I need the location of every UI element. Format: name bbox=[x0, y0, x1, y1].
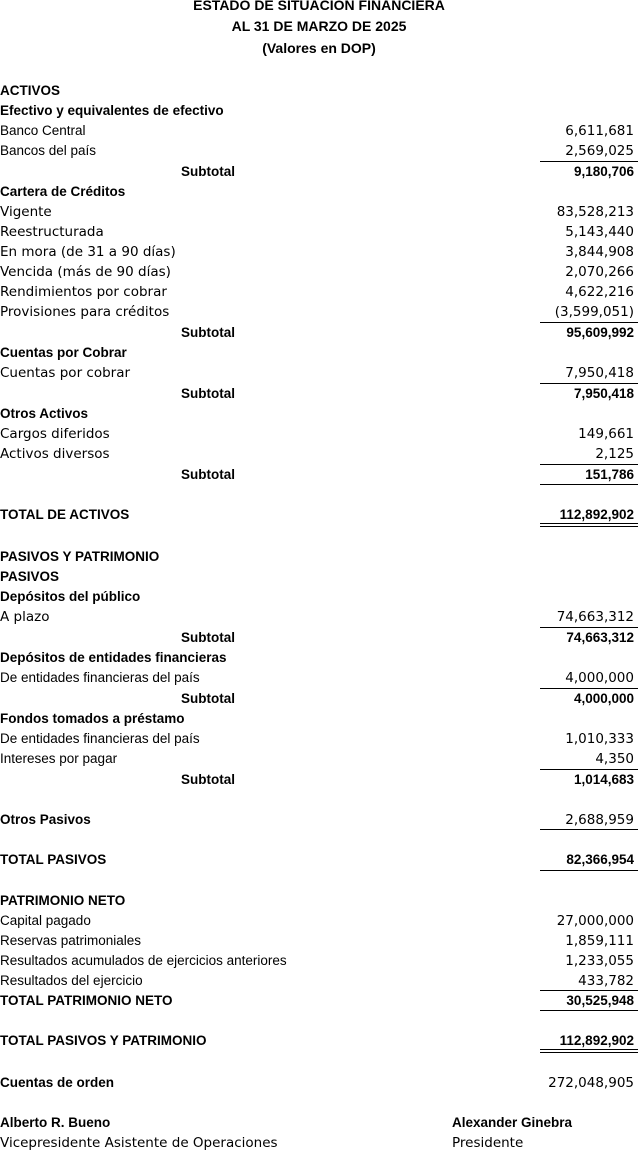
item-label: Reservas patrimoniales bbox=[0, 933, 142, 948]
heading-label: PASIVOS Y PATRIMONIO bbox=[0, 549, 160, 564]
subtotal-row bbox=[0, 691, 638, 711]
line-item bbox=[0, 264, 638, 284]
total-rule bbox=[540, 870, 638, 871]
group-title-cuentas-cobrar bbox=[0, 345, 638, 365]
item-value: 74,663,312 bbox=[556, 609, 634, 625]
group-title: Otros Activos bbox=[0, 406, 89, 421]
subtotal-label: Subtotal bbox=[181, 630, 235, 645]
line-item bbox=[0, 446, 638, 466]
total-value: 112,892,902 bbox=[559, 1033, 634, 1048]
heading-label: PATRIMONIO NETO bbox=[0, 893, 126, 908]
heading-label: ACTIVOS bbox=[0, 83, 61, 98]
section-subheading-pasivos bbox=[0, 569, 638, 589]
total-label: TOTAL PASIVOS Y PATRIMONIO bbox=[0, 1033, 207, 1048]
item-value: 5,143,440 bbox=[565, 224, 634, 240]
subtotal-label: Subtotal bbox=[181, 691, 235, 706]
line-item bbox=[0, 365, 638, 385]
item-value: 27,000,000 bbox=[556, 913, 634, 929]
line-item bbox=[0, 751, 638, 771]
subtotal-label: Subtotal bbox=[181, 772, 235, 787]
line-item bbox=[0, 204, 638, 224]
item-value: 2,125 bbox=[595, 446, 634, 462]
item-label: A plazo bbox=[0, 609, 50, 625]
line-item bbox=[0, 731, 638, 751]
item-value: 4,000,000 bbox=[565, 670, 634, 686]
item-value: 4,350 bbox=[595, 751, 634, 767]
subtotal-value: 9,180,706 bbox=[573, 164, 634, 179]
group-title-depositos-publico bbox=[0, 589, 638, 609]
item-label: Bancos del país bbox=[0, 143, 97, 158]
line-item bbox=[0, 244, 638, 264]
item-label: Provisiones para créditos bbox=[0, 304, 170, 320]
item-value: 7,950,418 bbox=[565, 365, 634, 381]
group-title-cartera bbox=[0, 184, 638, 204]
line-item bbox=[0, 609, 638, 629]
total-label: TOTAL PATRIMONIO NETO bbox=[0, 993, 173, 1008]
total-double-rule bbox=[540, 1049, 638, 1053]
item-label: Reestructurada bbox=[0, 224, 104, 240]
item-label: Activos diversos bbox=[0, 446, 110, 462]
item-label: Intereses por pagar bbox=[0, 751, 118, 766]
subtotal-value: 4,000,000 bbox=[573, 691, 634, 706]
total-value: 112,892,902 bbox=[559, 507, 634, 522]
subtotal-row bbox=[0, 630, 638, 650]
signatory-name: Alberto R. Bueno bbox=[0, 1115, 111, 1130]
item-value: 1,010,333 bbox=[565, 731, 634, 747]
item-value: 6,611,681 bbox=[565, 123, 634, 139]
line-item bbox=[0, 933, 638, 953]
line-item bbox=[0, 143, 638, 163]
line-item bbox=[0, 953, 638, 973]
item-label: Rendimientos por cobrar bbox=[0, 284, 167, 300]
subtotal-row bbox=[0, 325, 638, 345]
item-value: 1,859,111 bbox=[565, 933, 634, 949]
total-label: TOTAL PASIVOS bbox=[0, 852, 107, 867]
total-double-rule bbox=[540, 523, 638, 527]
line-item bbox=[0, 304, 638, 324]
item-label: Banco Central bbox=[0, 123, 86, 138]
subtotal-rule bbox=[540, 990, 638, 991]
item-label: Vencida (más de 90 días) bbox=[0, 264, 171, 280]
group-title: Cartera de Créditos bbox=[0, 184, 126, 199]
subtotal-value: 95,609,992 bbox=[566, 325, 634, 340]
item-value: 433,782 bbox=[578, 973, 634, 989]
cuentas-orden-row bbox=[0, 1075, 638, 1095]
item-label: De entidades financieras del país bbox=[0, 670, 200, 685]
subtotal-row bbox=[0, 164, 638, 184]
item-value: (3,599,051) bbox=[554, 304, 634, 320]
line-item bbox=[0, 284, 638, 304]
total-value: 82,366,954 bbox=[566, 852, 634, 867]
subtotal-bottom-rule bbox=[540, 484, 638, 485]
subtotal-value: 7,950,418 bbox=[573, 386, 634, 401]
line-item bbox=[0, 670, 638, 690]
line-item bbox=[0, 913, 638, 933]
line-item bbox=[0, 123, 638, 143]
item-label: Cuentas por cobrar bbox=[0, 365, 131, 381]
statement-currency: (Valores en DOP) bbox=[262, 40, 376, 56]
item-value: 1,233,055 bbox=[565, 953, 634, 969]
group-title: Depósitos de entidades financieras bbox=[0, 650, 227, 665]
item-value: 149,661 bbox=[578, 426, 634, 442]
section-heading-activos bbox=[0, 83, 638, 103]
item-label: Resultados del ejercicio bbox=[0, 973, 143, 988]
subtotal-rule bbox=[540, 769, 638, 770]
group-title-fondos bbox=[0, 711, 638, 731]
statement-title: ESTADO DE SITUACION FINANCIERA bbox=[193, 0, 445, 13]
item-value: 272,048,905 bbox=[548, 1075, 634, 1091]
total-label: TOTAL DE ACTIVOS bbox=[0, 507, 130, 522]
statement-date: AL 31 DE MARZO DE 2025 bbox=[231, 18, 407, 34]
total-pasivos-row bbox=[0, 852, 638, 872]
subtotal-rule bbox=[540, 464, 638, 465]
item-label: Resultados acumulados de ejercicios anteriores bbox=[0, 953, 287, 968]
line-item bbox=[0, 224, 638, 244]
subtotal-value: 1,014,683 bbox=[573, 772, 634, 787]
group-title: Cuentas por Cobrar bbox=[0, 345, 127, 360]
line-item bbox=[0, 426, 638, 446]
subtotal-rule bbox=[540, 627, 638, 628]
subtotal-rule bbox=[540, 688, 638, 689]
subtotal-rule bbox=[540, 161, 638, 162]
group-title: Efectivo y equivalentes de efectivo bbox=[0, 103, 224, 118]
subtotal-value: 151,786 bbox=[585, 467, 634, 482]
item-label: Vigente bbox=[0, 204, 52, 220]
subtotal-row bbox=[0, 772, 638, 792]
heading-label: PASIVOS bbox=[0, 569, 60, 584]
group-title: Fondos tomados a préstamo bbox=[0, 711, 185, 726]
total-value: 30,525,948 bbox=[566, 993, 634, 1008]
subtotal-value: 74,663,312 bbox=[566, 630, 634, 645]
item-value: 4,622,216 bbox=[565, 284, 634, 300]
signatory-title: Presidente bbox=[452, 1135, 524, 1151]
subtotal-rule bbox=[540, 829, 638, 830]
item-value: 3,844,908 bbox=[565, 244, 634, 260]
item-label: De entidades financieras del país bbox=[0, 731, 200, 746]
group-title-depositos-entidades bbox=[0, 650, 638, 670]
subtotal-label: Subtotal bbox=[181, 164, 235, 179]
item-label: Capital pagado bbox=[0, 913, 91, 928]
subtotal-label: Subtotal bbox=[181, 467, 235, 482]
item-label: Cargos diferidos bbox=[0, 426, 110, 442]
group-title-otros-activos bbox=[0, 406, 638, 426]
subtotal-label: Subtotal bbox=[181, 325, 235, 340]
item-label: En mora (de 31 a 90 días) bbox=[0, 244, 176, 260]
signatory-title: Vicepresidente Asistente de Operaciones bbox=[0, 1135, 278, 1151]
signatory-name: Alexander Ginebra bbox=[452, 1115, 573, 1130]
item-label: Otros Pasivos bbox=[0, 812, 91, 827]
section-heading-patrimonio bbox=[0, 893, 638, 913]
item-value: 2,569,025 bbox=[565, 143, 634, 159]
item-value: 2,070,266 bbox=[565, 264, 634, 280]
subtotal-rule bbox=[540, 383, 638, 384]
item-label: Cuentas de orden bbox=[0, 1075, 115, 1090]
subtotal-rule bbox=[540, 322, 638, 323]
subtotal-row bbox=[0, 386, 638, 406]
item-value: 83,528,213 bbox=[556, 204, 634, 220]
group-title: Depósitos del público bbox=[0, 589, 141, 604]
group-title-efectivo bbox=[0, 103, 638, 123]
item-value: 2,688,959 bbox=[565, 812, 634, 828]
subtotal-label: Subtotal bbox=[181, 386, 235, 401]
total-rule bbox=[540, 1010, 638, 1011]
section-heading-pasivos-patrimonio bbox=[0, 549, 638, 569]
